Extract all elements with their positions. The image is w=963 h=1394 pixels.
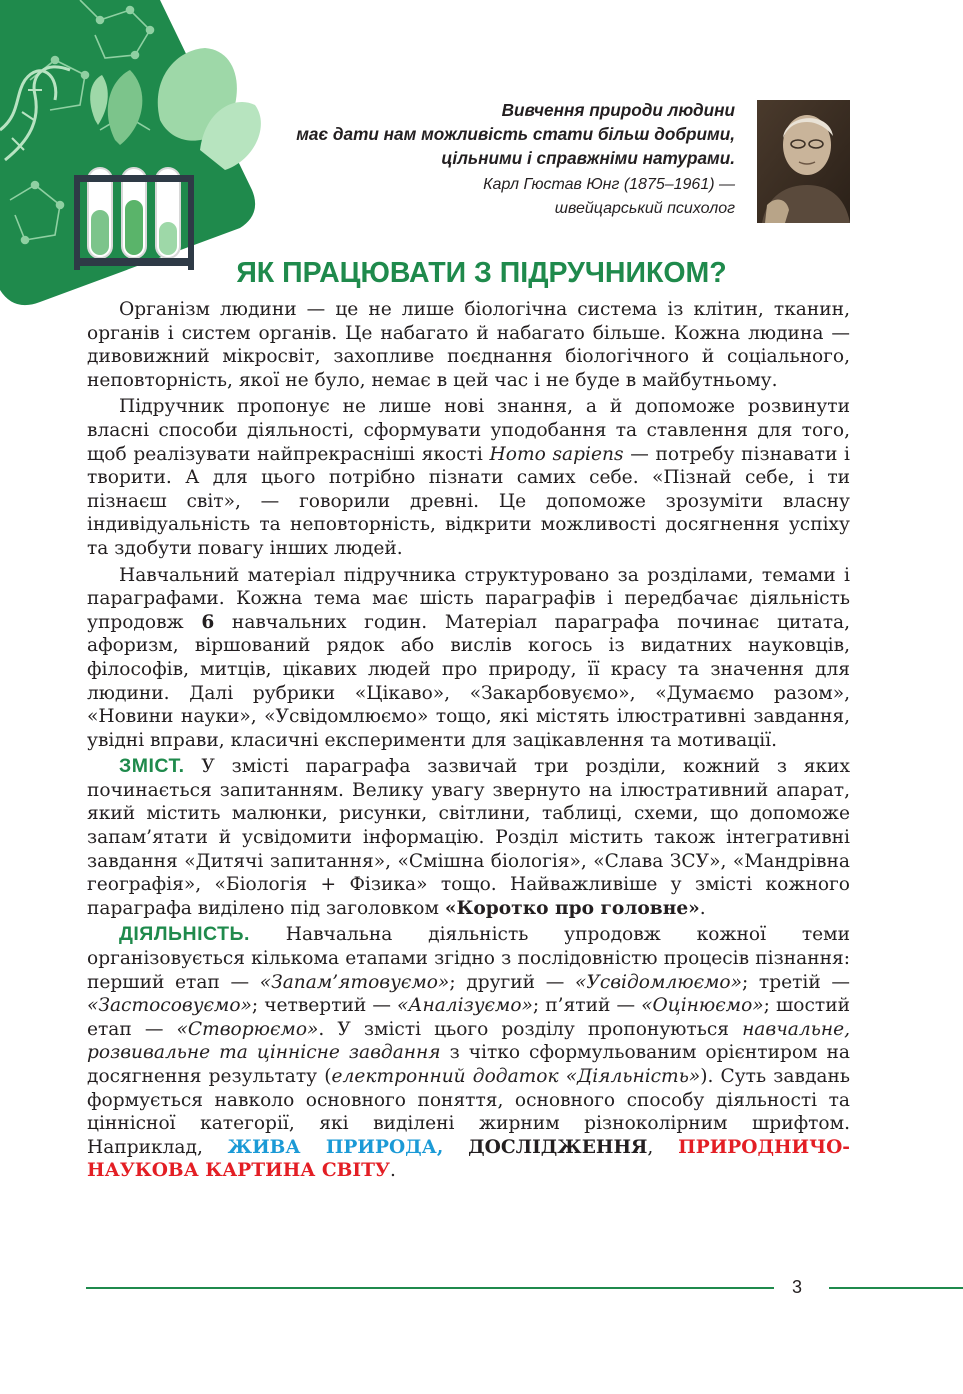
app-term: електронний додаток «Діяльність» (331, 1066, 701, 1087)
text-segment: ; четвертий — (251, 995, 398, 1017)
footer-rule (86, 1287, 774, 1289)
text-segment: Навчальна діяльність упродовж кожної теми організовується кількома етапами згідно з послідовністю процесів пізнання: перший етап — (87, 924, 850, 993)
stage-name: «Аналізуємо» (397, 995, 533, 1017)
value-term: ПРИРОДНИЧО-НАУКОВА КАРТИНА СВІТУ (87, 1136, 851, 1182)
text-segment: ; третій — (742, 971, 851, 993)
stage-name: «Застосовуємо» (87, 995, 252, 1017)
section-heading: ЗМІСТ. (119, 755, 185, 778)
paragraph (87, 755, 850, 920)
stage-name: «Усвідомлюємо» (575, 971, 742, 993)
text-segment: ; другий — (449, 971, 575, 993)
quote-line: цільними і справжніми натурами. (441, 148, 735, 168)
text-segment: . (699, 897, 706, 919)
paragraph (87, 395, 850, 560)
paragraph (87, 923, 850, 1183)
author-line: швейцарський психолог (554, 200, 735, 217)
text-segment: У змісті параграфа зазвичай три розділи, кожний з яких починається запитанням. Велику увагу звернуто на ілюстративний апарат, який містить малюнки, рисунки, світлини, таблиці, схеми, що допоможе запам’ятати й усвідомити інформацію. Розділ містить також інтегративні завдання «Дитячі запитання», «Смішна біологія», «Слава ЗСУ», «Мандрівна географія», «Біологія + Фізика» тощо. Найважливіше у змісті кожного параграфа виділено під заголовком (87, 756, 850, 919)
text-segment: — потребу пізнавати і творити. А для цього потрібно пізнати самих себе. «Пізнай себе, і ти пізнаєш світ», — говорили древні. Це допоможе зрозуміти власну індивідуальність та неповторність, відкрити можливості досягнення успіху та здобути повагу інших людей. (87, 443, 850, 559)
section-heading: ДІЯЛЬНІСТЬ. (119, 923, 250, 946)
stage-name: «Запам’ятовуємо» (259, 971, 450, 993)
main-text (87, 298, 850, 1186)
epigraph (250, 98, 735, 221)
paragraph (87, 564, 850, 753)
page-title: ЯК ПРАЦЮВАТИ З ПІДРУЧНИКОМ? (236, 257, 727, 289)
stage-name: «Створюємо» (176, 1018, 319, 1040)
text-segment: ; п’ятий — (532, 995, 642, 1017)
footer-rule (829, 1287, 963, 1289)
quote-author (250, 173, 735, 221)
text-segment: Підручник пропонує не лише нові знання, а й допоможе розвинути власні способи діяльності, сформувати уподобання та ставлення для того, щоб реалізувати найпрекрасніші якості (87, 396, 850, 465)
text-segment: ; шостий етап — (87, 995, 850, 1040)
hours-number: 6 (201, 611, 215, 633)
text-segment: Навчальний матеріал підручника структуровано за розділами, темами і параграфами. Кожна тема має шість параграфів і передбачає діяльність упродовж (87, 564, 850, 633)
text-segment: . (390, 1160, 396, 1182)
author-portrait (757, 100, 850, 223)
text-segment: навчальних годин. Матеріал параграфа починає цитата, афоризм, віршований рядок або вислів когось із видатних науковців, філософів, митців, цікавих людей про природу, її красу та значення для людини. Далі рубрики «Цікаво», «Закарбовуємо», «Думаємо разом», «Новини науки», «Усвідомлюємо» тощо, які містять ілюстративні завдання, увідні вправи, класичні експерименти для зацікавлення та мотивації. (87, 611, 850, 751)
concept-term: ЖИВА ПРИРОДА, (227, 1136, 444, 1158)
text-segment: з чітко сформульованим орієнтиром на досягнення результату ( (87, 1042, 850, 1087)
author-line: Карл Гюстав Юнг (1875–1961) — (483, 176, 735, 193)
latin-term: Homo sapiens (489, 443, 624, 465)
paragraph: Організм людини — це не лише біологічна система із клітин, тканин, органів і систем органів. Це набагато й набагато більше. Кожна людина — дивовижний мікросвіт, захопливе поєднання біологічного й соціального, неповторність, якої не було, немає в цей час і не буде в майбутньому. (87, 299, 850, 391)
tasks-term: навчальне, розвивальне та ціннісне завдання (87, 1018, 850, 1064)
quote-text (250, 98, 735, 170)
bold-term: «Коротко про головне» (444, 897, 700, 919)
stage-name: «Оцінюємо» (641, 995, 764, 1017)
text-segment: . У змісті цього розділу пропонуються (318, 1018, 743, 1040)
page-number: 3 (792, 1277, 803, 1297)
text-segment: , (647, 1136, 654, 1158)
quote-line: Вивчення природи людини (501, 100, 735, 120)
test-tubes-icon (74, 168, 194, 270)
quote-line: має дати нам можливість стати більш добрими, (296, 124, 735, 144)
method-term: ДОСЛІДЖЕННЯ (468, 1136, 648, 1158)
text-segment: ). Суть завдань формується навколо основного поняття, основного способу діяльності та ціннісної категорії, які виділені жирним різноколірним шрифтом. Наприклад, (87, 1066, 850, 1158)
